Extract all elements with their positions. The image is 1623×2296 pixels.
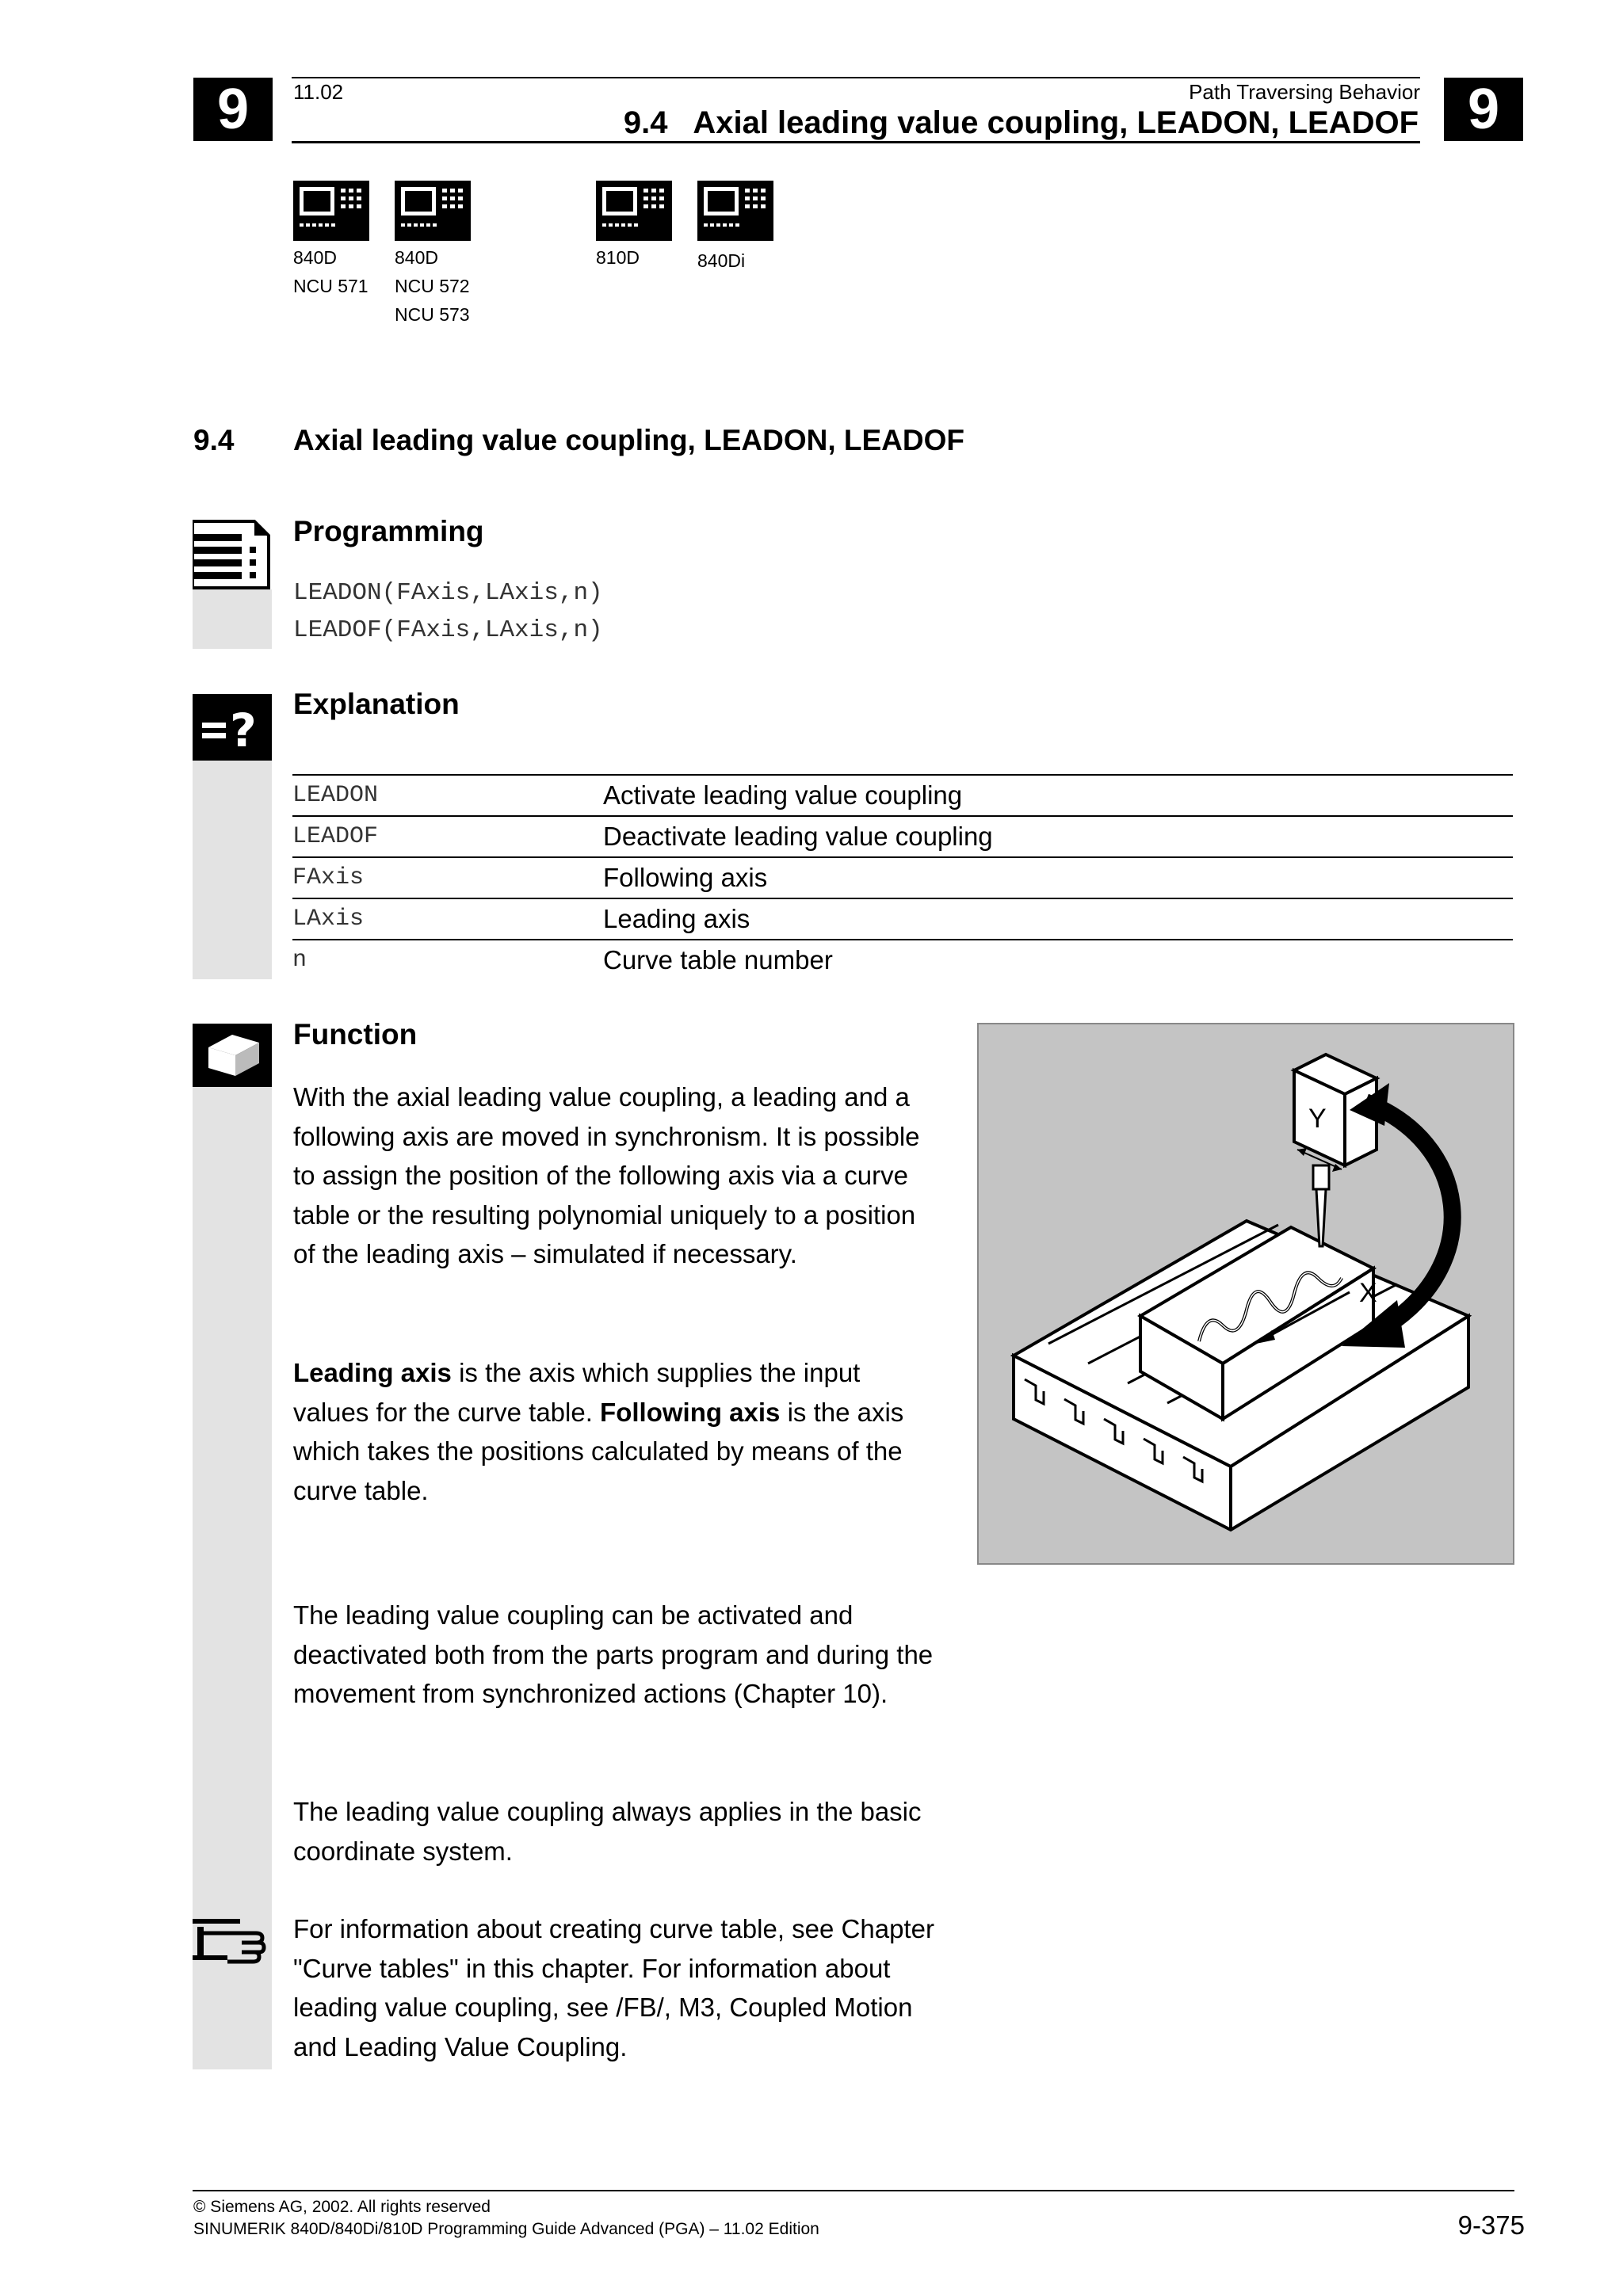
function-sidebar [193,1024,272,1919]
machine-table-illustration [977,1023,1514,1565]
table-row: LEADOF Deactivate leading value coupling [292,816,1513,857]
control-label-840di: 840Di [697,250,746,271]
control-810d-icon [596,181,672,241]
control-label-810d: 810D [596,247,640,268]
code-line-leadof: LEADOF(FAxis,LAxis,n) [293,616,603,644]
code-line-leadon: LEADON(FAxis,LAxis,n) [293,579,603,607]
footer-document-title: SINUMERIK 840D/840Di/810D Programming Guide Advanced (PGA) – 11.02 Edition [193,2220,819,2238]
chapter-number-left: 9 [193,78,273,141]
table-row: FAxis Following axis [292,857,1513,898]
function-paragraph-1: With the axial leading value coupling, a leading and a following axis are moved in synchronism. It is possible to assign the position of the following axis via a curve table or the resulting polynomial uniquely to a position of the leading axis – simulated if necessary. [293,1082,920,1268]
note-paragraph: For information about creating curve table, see Chapter "Curve tables" in this chapter. For information about leading value coupling, see /FB/, M3, Coupled Motion and Leading Value Coupling. [293,1914,934,2061]
table-row: LAxis Leading axis [292,898,1513,940]
leading-axis-term: Leading axis [293,1358,452,1387]
chapter-number-right: 9 [1444,78,1523,141]
svg-text:?: ? [230,704,257,757]
explanation-icon [193,694,272,761]
control-840d-ncu571-icon [293,181,369,241]
function-paragraph-3: The leading value coupling can be activated and deactivated both from the parts program and during the movement from synchronized actions (Chapter 10). [293,1600,934,1708]
programming-code [293,574,603,649]
footer-rule [193,2190,1514,2191]
explanation-table [292,774,1513,980]
programming-icon [193,520,272,589]
header-date: 11.02 [293,80,344,104]
header-bottom-rule [292,141,1420,143]
programming-title: Programming [293,515,484,547]
function-paragraph-2: Leading axis is the axis which supplies the input values for the curve table. Following axis is the axis which takes the positions calculated by means of the curve table. [293,1358,904,1505]
footer-copyright: © Siemens AG, 2002. All rights reserved [193,2198,491,2216]
axis-label-y: Y [1308,1104,1327,1134]
note-hand-icon [193,1909,272,1973]
control-label-840d-ncu571: 840D NCU 571 [293,247,369,296]
function-cube-icon [193,1024,272,1087]
header-top-rule [292,77,1420,78]
header-section-title: 9.4 Axial leading value coupling, LEADON, LEADOF [623,105,1419,140]
table-row: LEADON Activate leading value coupling [292,775,1513,816]
axis-label-x: X [1359,1278,1377,1308]
header-chapter-name: Path Traversing Behavior [1189,80,1420,104]
section-number: 9.4 [193,424,235,456]
control-840d-ncu572-icon [395,181,471,241]
explanation-title: Explanation [293,688,460,720]
section-title: Axial leading value coupling, LEADON, LEADOF [293,424,964,456]
table-row: n Curve table number [292,940,1513,980]
function-paragraph-4: The leading value coupling always applies in the basic coordinate system. [293,1797,922,1866]
control-840di-icon [697,181,773,241]
following-axis-term: Following axis [600,1397,781,1427]
footer-page-number: 9-375 [1457,2210,1525,2240]
function-title: Function [293,1018,418,1051]
control-label-840d-ncu572: 840D NCU 572 NCU 573 [395,247,470,325]
